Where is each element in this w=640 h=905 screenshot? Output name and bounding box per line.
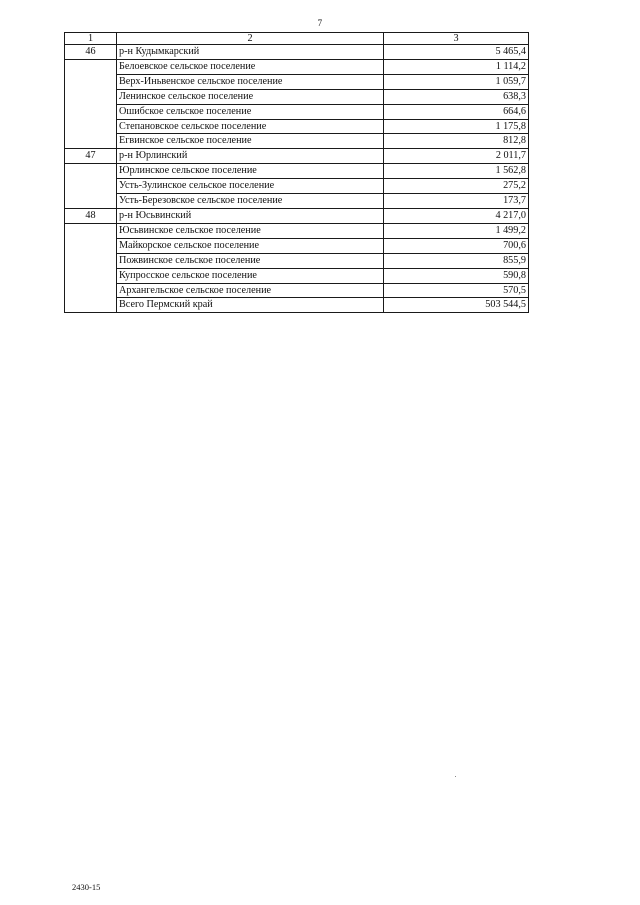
row-number: 48 <box>65 208 117 223</box>
table-row <box>65 74 529 89</box>
table-row <box>65 223 529 238</box>
row-number <box>65 74 117 89</box>
row-name: Архангельское сельское поселение <box>117 283 384 298</box>
row-value: 2 011,7 <box>384 149 529 164</box>
row-name: Степановское сельское поселение <box>117 119 384 134</box>
row-value: 1 059,7 <box>384 74 529 89</box>
row-name: Верх-Иньвенское сельское поселение <box>117 74 384 89</box>
row-number <box>65 164 117 179</box>
row-number <box>65 104 117 119</box>
row-value: 173,7 <box>384 194 529 209</box>
row-number <box>65 238 117 253</box>
table-row <box>65 149 529 164</box>
row-value: 503 544,5 <box>384 298 529 313</box>
row-name: р-н Юрлинский <box>117 149 384 164</box>
row-name: Всего Пермский край <box>117 298 384 313</box>
header-row <box>65 33 529 45</box>
row-number <box>65 134 117 149</box>
table-row <box>65 45 529 60</box>
row-value: 812,8 <box>384 134 529 149</box>
row-name: Купросское сельское поселение <box>117 268 384 283</box>
row-value: 5 465,4 <box>384 45 529 60</box>
row-value: 590,8 <box>384 268 529 283</box>
document-code: 2430-15 <box>72 882 101 892</box>
row-name: Юрлинское сельское поселение <box>117 164 384 179</box>
row-number: 46 <box>65 45 117 60</box>
row-value: 4 217,0 <box>384 208 529 223</box>
table-row <box>65 253 529 268</box>
table-body <box>65 45 529 313</box>
table-row <box>65 298 529 313</box>
table-row <box>65 59 529 74</box>
row-number <box>65 59 117 74</box>
row-value: 664,6 <box>384 104 529 119</box>
row-name: Усть-Березовское сельское поселение <box>117 194 384 209</box>
header-col-3: 3 <box>384 33 529 45</box>
row-number <box>65 89 117 104</box>
row-number <box>65 298 117 313</box>
row-number <box>65 194 117 209</box>
header-col-2: 2 <box>117 33 384 45</box>
table-row <box>65 268 529 283</box>
row-value: 1 499,2 <box>384 223 529 238</box>
row-value: 1 175,8 <box>384 119 529 134</box>
row-number <box>65 223 117 238</box>
table-row <box>65 164 529 179</box>
table-row <box>65 89 529 104</box>
row-value: 275,2 <box>384 179 529 194</box>
row-number <box>65 179 117 194</box>
row-value: 570,5 <box>384 283 529 298</box>
row-name: Усть-Зулинское сельское поселение <box>117 179 384 194</box>
row-name: р-н Юсьвинский <box>117 208 384 223</box>
row-value: 1 562,8 <box>384 164 529 179</box>
table-row <box>65 238 529 253</box>
row-name: р-н Кудымкарский <box>117 45 384 60</box>
row-number <box>65 253 117 268</box>
row-value: 1 114,2 <box>384 59 529 74</box>
table-row <box>65 134 529 149</box>
row-name: Егвинское сельское поселение <box>117 134 384 149</box>
row-number <box>65 268 117 283</box>
row-number: 47 <box>65 149 117 164</box>
budget-table <box>64 32 529 313</box>
table-row <box>65 119 529 134</box>
row-name: Пожвинское сельское поселение <box>117 253 384 268</box>
row-value: 700,6 <box>384 238 529 253</box>
table-row <box>65 283 529 298</box>
row-name: Майкорское сельское поселение <box>117 238 384 253</box>
page-number: 7 <box>317 18 323 28</box>
row-name: Юсьвинское сельское поселение <box>117 223 384 238</box>
row-value: 638,3 <box>384 89 529 104</box>
table-row <box>65 179 529 194</box>
row-value: 855,9 <box>384 253 529 268</box>
table-row <box>65 208 529 223</box>
table-header <box>65 33 529 45</box>
row-number <box>65 119 117 134</box>
table-row <box>65 104 529 119</box>
row-name: Ленинское сельское поселение <box>117 89 384 104</box>
header-col-1: 1 <box>65 33 117 45</box>
row-number <box>65 283 117 298</box>
scan-speck <box>455 776 456 777</box>
row-name: Белоевское сельское поселение <box>117 59 384 74</box>
row-name: Ошибское сельское поселение <box>117 104 384 119</box>
table-row <box>65 194 529 209</box>
